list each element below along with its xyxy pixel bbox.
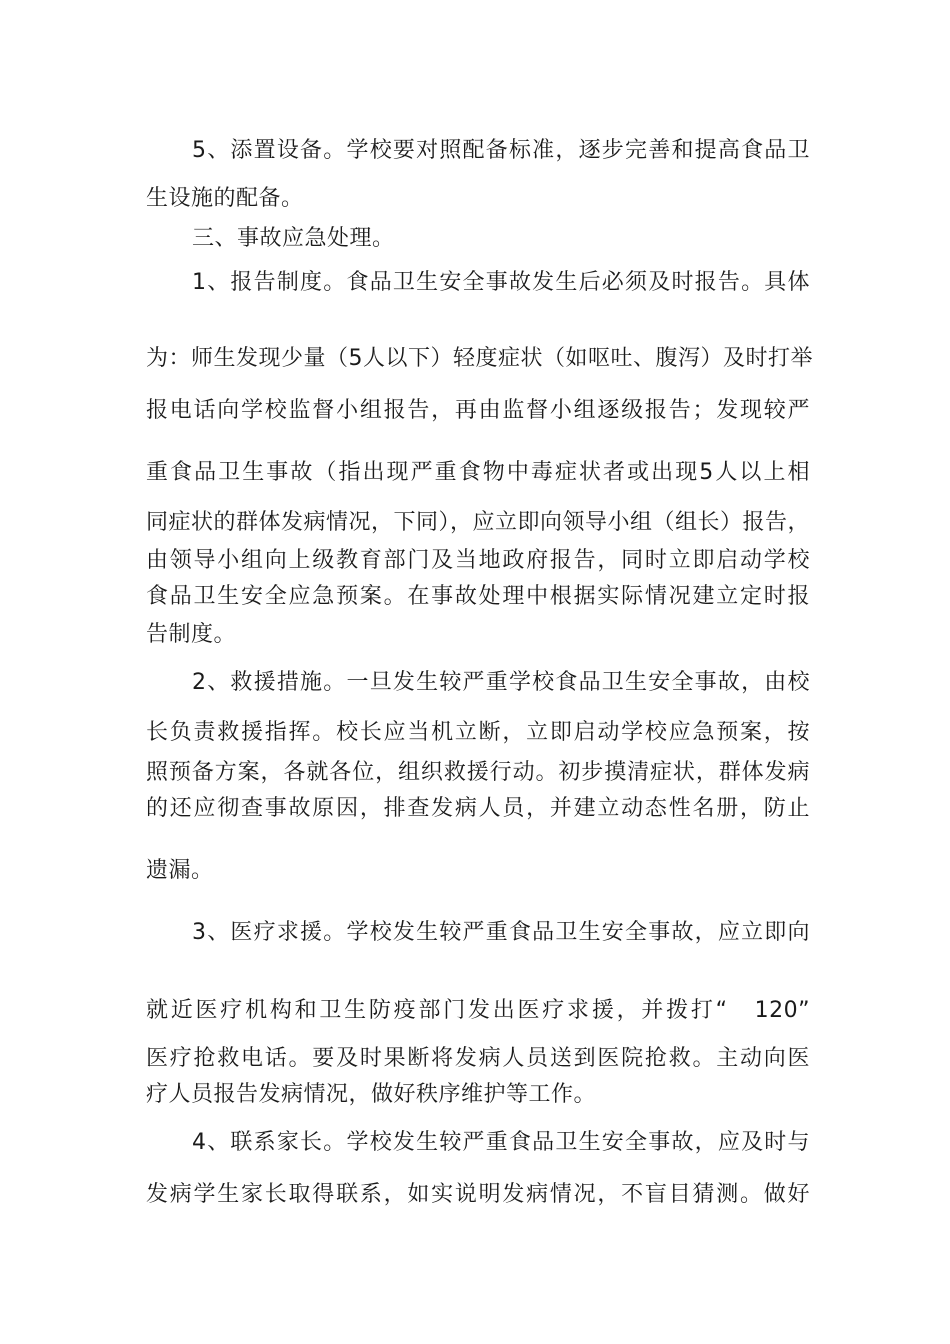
paragraph-line: 生设施的配备。 — [146, 186, 304, 211]
paragraph-line: 由领导小组向上级教育部门及当地政府报告，同时立即启动学校 — [146, 548, 810, 573]
paragraph-line: 食品卫生安全应急预案。在事故处理中根据实际情况建立定时报 — [146, 584, 810, 609]
paragraph-line: 2、救援措施。一旦发生较严重学校食品卫生安全事故，由校 — [192, 670, 810, 695]
paragraph-line: 4、联系家长。学校发生较严重食品卫生安全事故，应及时与 — [192, 1130, 810, 1155]
paragraph-line: 报电话向学校监督小组报告，再由监督小组逐级报告；发现较严 — [146, 398, 810, 423]
paragraph-line: 同症状的群体发病情况，下同），应立即向领导小组（组长）报告， — [146, 510, 811, 535]
paragraph-line: 3、医疗求援。学校发生较严重食品卫生安全事故，应立即向 — [192, 920, 810, 945]
paragraph-line: 发病学生家长取得联系，如实说明发病情况，不盲目猜测。做好 — [146, 1182, 810, 1207]
paragraph-line: 的还应彻查事故原因，排查发病人员，并建立动态性名册，防止 — [146, 796, 810, 821]
paragraph-line: 为：师生发现少量（5人以下）轻度症状（如呕吐、腹泻）及时打举 — [146, 346, 813, 371]
paragraph-line: 疗人员报告发病情况，做好秩序维护等工作。 — [146, 1082, 597, 1107]
paragraph-line: 重食品卫生事故（指出现严重食物中毒症状者或出现5人以上相 — [146, 460, 810, 485]
paragraph-line: 就近医疗机构和卫生防疫部门发出医疗求援，并拨打“ 120” — [146, 998, 810, 1023]
paragraph-line: 告制度。 — [146, 622, 237, 647]
paragraph-line: 5、添置设备。学校要对照配备标准，逐步完善和提高食品卫 — [192, 138, 810, 163]
paragraph-line: 医疗抢救电话。要及时果断将发病人员送到医院抢救。主动向医 — [146, 1046, 810, 1071]
paragraph-line: 遗漏。 — [146, 858, 214, 883]
paragraph-line: 长负责救援指挥。校长应当机立断，立即启动学校应急预案，按 — [146, 720, 810, 745]
section-heading: 三、事故应急处理。 — [192, 226, 395, 251]
paragraph-line: 1、报告制度。食品卫生安全事故发生后必须及时报告。具体 — [192, 270, 810, 295]
paragraph-line: 照预备方案，各就各位，组织救援行动。初步摸清症状，群体发病 — [146, 760, 810, 785]
